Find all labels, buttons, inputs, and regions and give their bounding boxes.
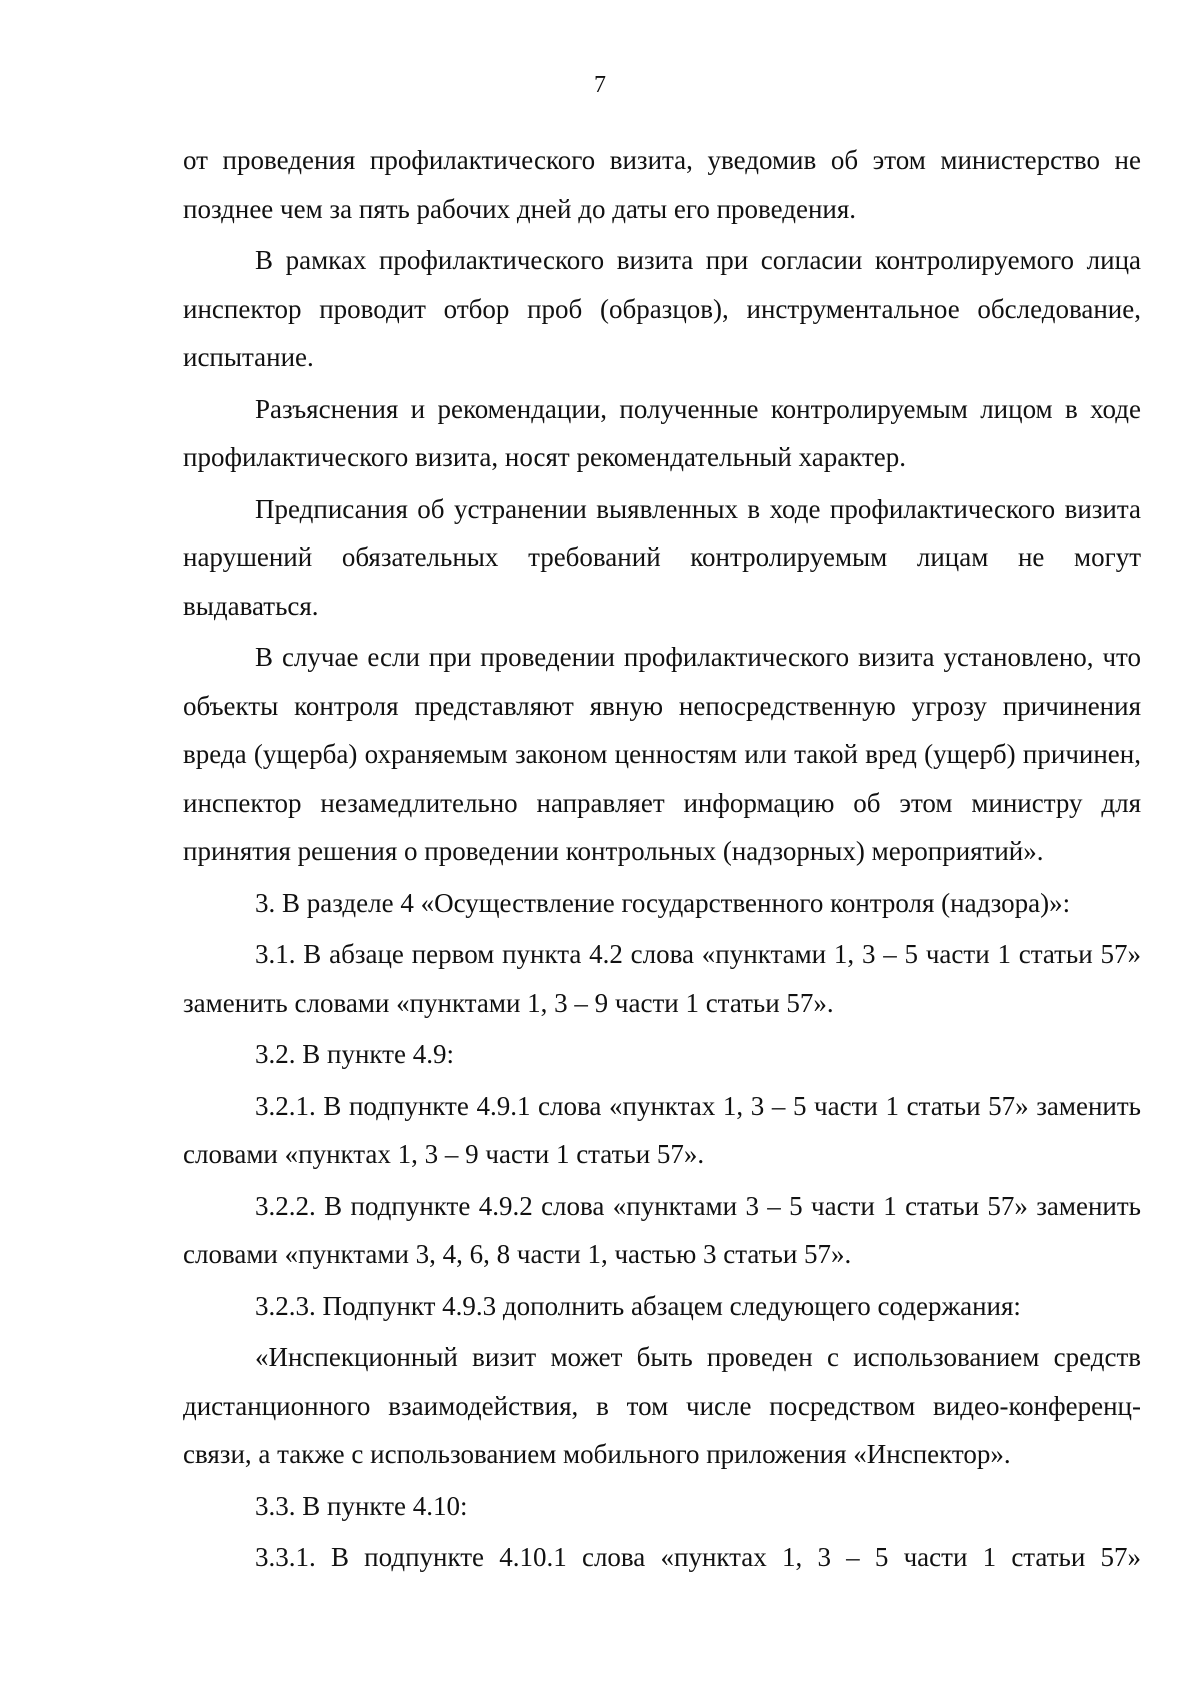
paragraph: В случае если при проведении профилактического визита установлено, что объекты контроля представляют явную непосредственную угрозу причинения вреда (ущерба) охраняемым законом ценностям или такой вред (ущерб) причинен, инспектор незамедлительно направляет информацию об этом министру для принятия решения о проведении контрольных (надзорных) мероприятий». xyxy=(183,642,1141,866)
paragraph: В рамках профилактического визита при согласии контролируемого лица инспектор проводит отбор проб (образцов), инструментальное обследование, испытание. xyxy=(183,245,1141,372)
paragraph: 3.3.1. В подпункте 4.10.1 слова «пунктах 1, 3 – 5 части 1 статьи 57» xyxy=(255,1542,1141,1572)
page-number: 7 xyxy=(594,72,606,98)
paragraph: 3.1. В абзаце первом пункта 4.2 слова «пунктами 1, 3 – 5 части 1 статьи 57» заменить словами «пунктами 1, 3 – 9 части 1 статьи 57». xyxy=(183,939,1141,1018)
paragraph: Разъяснения и рекомендации, полученные контролируемым лицом в ходе профилактического визита, носят рекомендательный характер. xyxy=(183,393,1141,472)
document-body xyxy=(183,136,1141,1585)
paragraph: 3.2.2. В подпункте 4.9.2 слова «пунктами 3 – 5 части 1 статьи 57» заменить словами «пунктами 3, 4, 6, 8 части 1, частью 3 статьи 57». xyxy=(183,1190,1141,1269)
paragraph: 3.2.1. В подпункте 4.9.1 слова «пунктах 1, 3 – 5 части 1 статьи 57» заменить словами «пунктах 1, 3 – 9 части 1 статьи 57». xyxy=(183,1090,1141,1169)
paragraph: Предписания об устранении выявленных в ходе профилактического визита нарушений обязательных требований контролируемым лицам не могут выдаваться. xyxy=(183,493,1141,621)
paragraph: 3.2. В пункте 4.9: xyxy=(255,1039,454,1069)
paragraph: от проведения профилактического визита, уведомив об этом министерство не позднее чем за пять рабочих дней до даты его проведения. xyxy=(183,145,1141,224)
paragraph: «Инспекционный визит может быть проведен с использованием средств дистанционного взаимодействия, в том числе посредством видео-конференц-связи, а также с использованием мобильного приложения «Инспектор». xyxy=(183,1342,1141,1469)
paragraph: 3.3. В пункте 4.10: xyxy=(255,1490,468,1521)
paragraph: 3. В разделе 4 «Осуществление государственного контроля (надзора)»: xyxy=(255,887,1071,918)
paragraph: 3.2.3. Подпункт 4.9.3 дополнить абзацем следующего содержания: xyxy=(255,1290,1021,1321)
